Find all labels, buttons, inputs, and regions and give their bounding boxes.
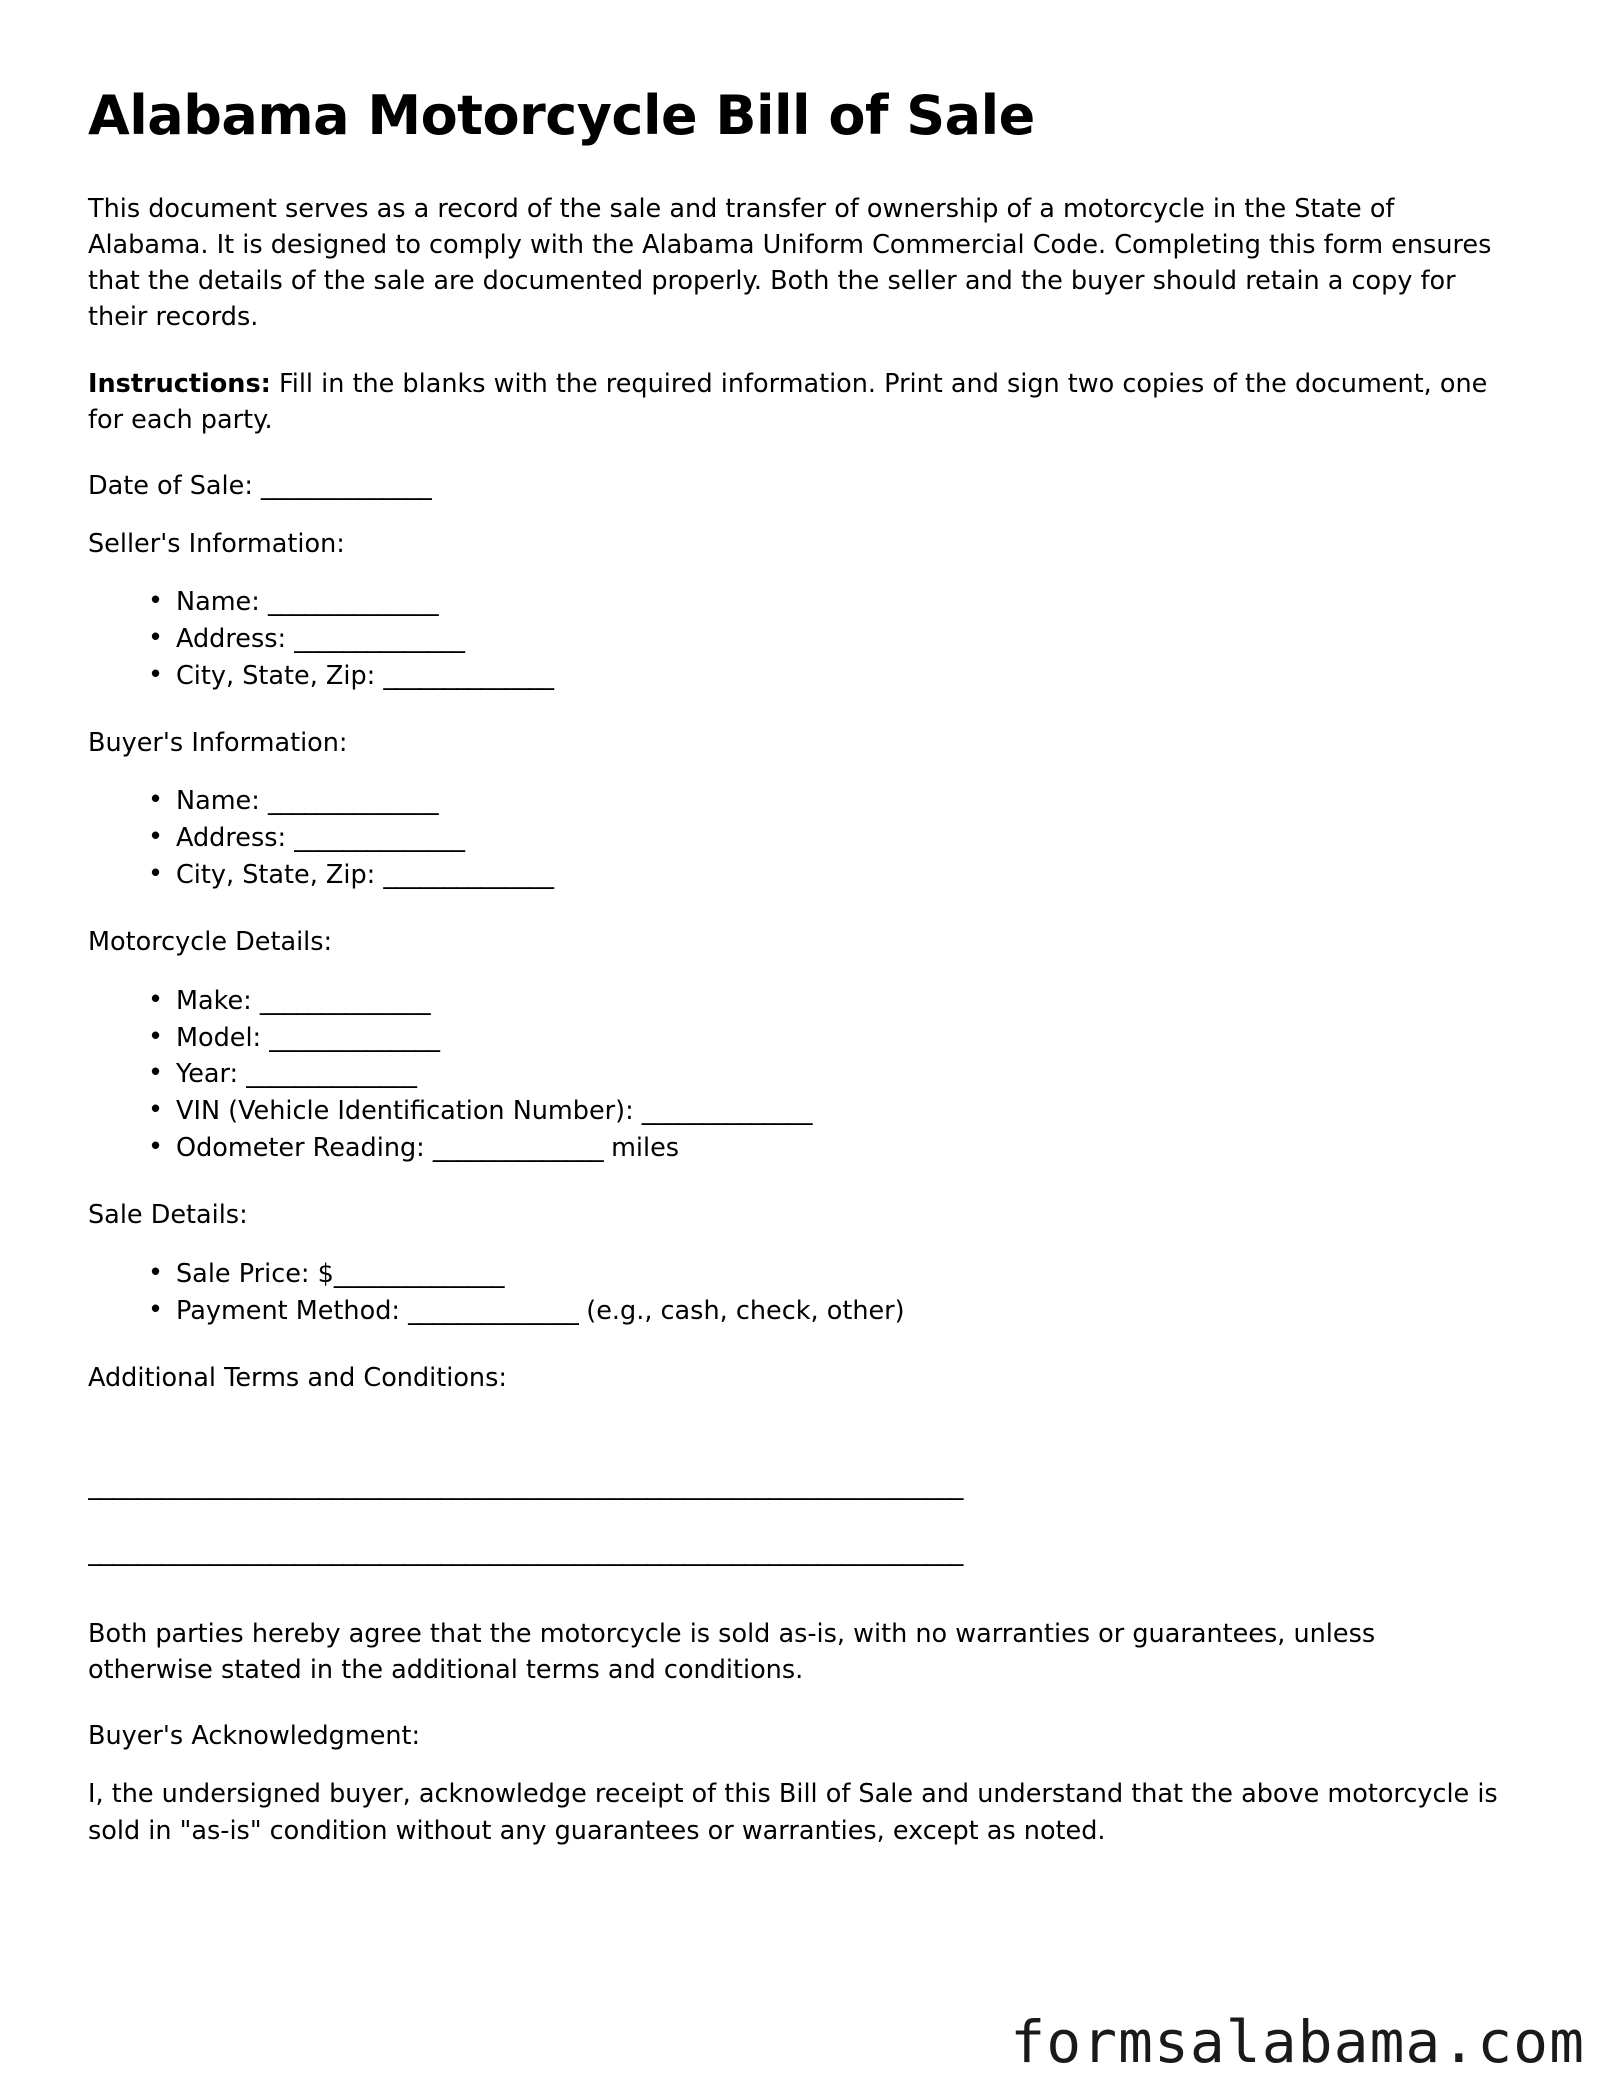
field-label: Name:	[176, 786, 268, 817]
list-item	[148, 983, 1499, 1020]
instructions-label: Instructions:	[88, 368, 271, 399]
field-label: Make:	[176, 985, 260, 1016]
as-is-paragraph: Both parties hereby agree that the motorcycle is sold as-is, with no warranties or guarantees, unless otherwise stated in the additional terms and conditions.	[88, 1618, 1376, 1685]
field-label: Name:	[176, 587, 268, 618]
sale-fields-list	[88, 1256, 1499, 1330]
field-blank[interactable]: ______________	[408, 1295, 579, 1326]
list-item	[148, 857, 1499, 894]
spacer	[88, 1502, 1499, 1540]
spacer	[88, 1418, 1499, 1474]
list-item	[148, 1293, 1499, 1330]
field-label: City, State, Zip:	[176, 860, 384, 891]
field-blank[interactable]: ______________	[294, 823, 465, 854]
field-label: VIN (Vehicle Identification Number):	[176, 1096, 642, 1127]
field-suffix: (e.g., cash, check, other)	[578, 1295, 905, 1326]
field-blank[interactable]: ______________	[383, 860, 554, 891]
bullet-icon: •	[148, 623, 164, 654]
additional-terms-rule-1[interactable]: ________________________________________________________________________	[88, 1473, 963, 1501]
buyer-information-heading: Buyer's Information:	[88, 728, 348, 759]
field-blank[interactable]: ______________	[267, 786, 439, 817]
date-of-sale-blank[interactable]: ______________	[261, 470, 432, 501]
bullet-icon: •	[148, 660, 164, 691]
field-label: City, State, Zip:	[176, 661, 384, 692]
field-blank[interactable]: ______________	[432, 1133, 603, 1164]
list-item	[148, 1056, 1499, 1093]
instructions-text: Fill in the blanks with the required information. Print and sign two copies of the document, one for each party.	[88, 368, 1488, 435]
field-blank[interactable]: ______________	[269, 1022, 440, 1053]
bullet-icon: •	[148, 1132, 164, 1163]
sale-details-heading: Sale Details:	[88, 1200, 248, 1231]
field-blank[interactable]: ______________	[383, 661, 554, 692]
list-item	[148, 1093, 1499, 1130]
list-item	[148, 1130, 1499, 1167]
list-item	[148, 658, 1499, 695]
bullet-icon: •	[148, 822, 164, 853]
additional-terms-rule-2[interactable]: ________________________________________________________________________	[88, 1539, 963, 1567]
field-label: Year:	[176, 1059, 247, 1090]
field-label: Sale Price: $	[176, 1258, 334, 1289]
site-watermark: formsalabama.com	[1010, 2008, 1585, 2076]
instructions-paragraph	[88, 366, 1499, 438]
seller-fields-list	[88, 584, 1499, 695]
field-label: Address:	[176, 823, 295, 854]
field-blank[interactable]: ______________	[641, 1096, 812, 1127]
field-blank[interactable]: ______________	[246, 1059, 417, 1090]
field-blank[interactable]: ______________	[333, 1258, 504, 1289]
buyer-fields-list	[88, 783, 1499, 894]
seller-information-heading: Seller's Information:	[88, 529, 345, 560]
field-blank[interactable]: ______________	[294, 624, 465, 655]
motorcycle-fields-list	[88, 983, 1499, 1168]
acknowledgment-paragraph: I, the undersigned buyer, acknowledge receipt of this Bill of Sale and understand that the above motorcycle is sold in "as-is" condition without any guarantees or warranties, except as noted.	[88, 1779, 1498, 1846]
bullet-icon: •	[148, 1095, 164, 1126]
list-item	[148, 1020, 1499, 1057]
bullet-icon: •	[148, 984, 164, 1015]
list-item	[148, 584, 1499, 621]
additional-terms-heading: Additional Terms and Conditions:	[88, 1362, 507, 1393]
date-of-sale-line	[88, 468, 1499, 504]
list-item	[148, 621, 1499, 658]
field-label: Payment Method:	[176, 1295, 409, 1326]
field-label: Address:	[176, 624, 295, 655]
field-blank[interactable]: ______________	[259, 985, 430, 1016]
motorcycle-details-heading: Motorcycle Details:	[88, 927, 333, 958]
bullet-icon: •	[148, 1058, 164, 1089]
bullet-icon: •	[148, 586, 164, 617]
bullet-icon: •	[148, 1257, 164, 1288]
list-item	[148, 1256, 1499, 1293]
buyer-acknowledgment-heading: Buyer's Acknowledgment:	[88, 1721, 421, 1752]
page-title: Alabama Motorcycle Bill of Sale	[88, 84, 1035, 147]
bullet-icon: •	[148, 785, 164, 816]
field-blank[interactable]: ______________	[267, 587, 439, 618]
field-suffix: miles	[602, 1133, 680, 1164]
field-label: Model:	[176, 1022, 270, 1053]
intro-paragraph: This document serves as a record of the sale and transfer of ownership of a motorcycle in the State of Alabama. It is designed to comply with the Alabama Uniform Commercial Code. Completing this form ensures that the details of the sale are documented properly. Both the seller and the buyer should retain a copy for their records.	[88, 193, 1492, 333]
field-label: Odometer Reading:	[176, 1133, 433, 1164]
list-item	[148, 820, 1499, 857]
spacer	[88, 1568, 1499, 1616]
list-item	[148, 783, 1499, 820]
date-of-sale-label: Date of Sale:	[88, 470, 262, 501]
bullet-icon: •	[148, 859, 164, 890]
bullet-icon: •	[148, 1021, 164, 1052]
bullet-icon: •	[148, 1294, 164, 1325]
